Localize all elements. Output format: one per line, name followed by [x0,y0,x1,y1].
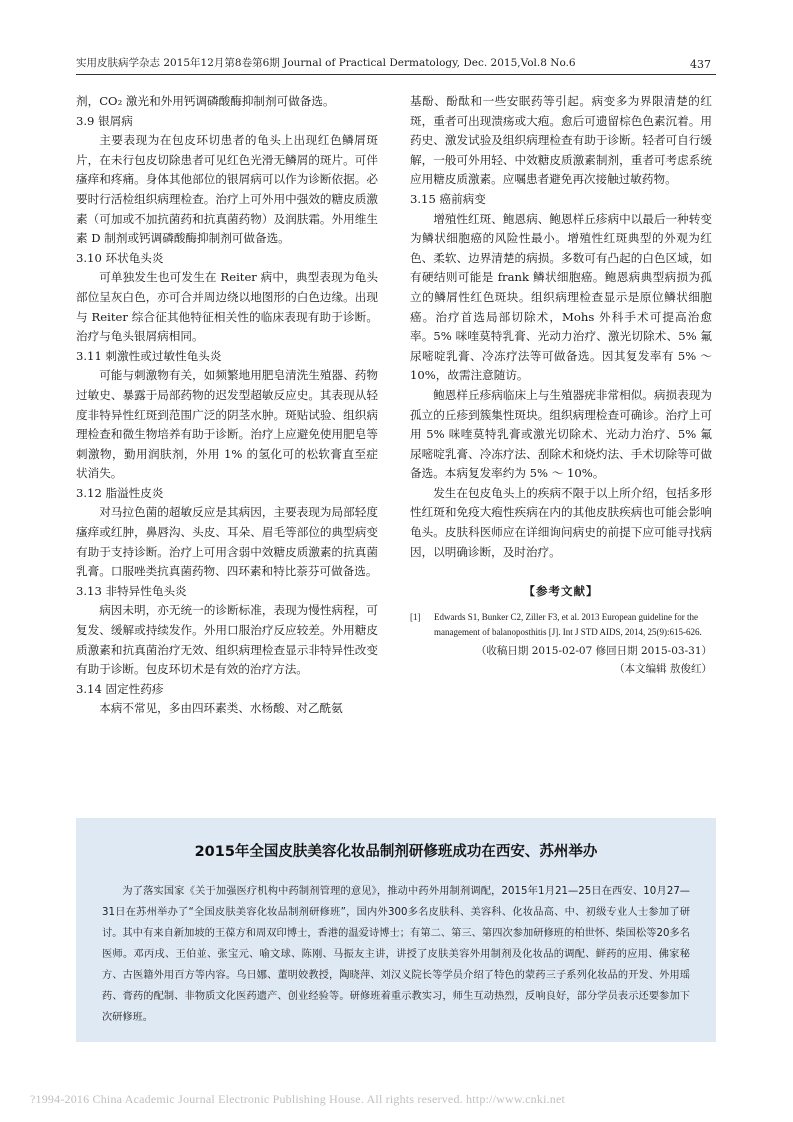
copyright-footer: ?1994-2016 China Academic Journal Electronic Publishing House. All rights reserved. http://www.cnki.net [30,1092,566,1106]
section-heading: 3.12 脂溢性皮炎 [76,485,164,500]
body-paragraph: 可能与刺激物有关，如频繁地用肥皂清洗生殖器、药物过敏史、暴露于局部药物的迟发型超敏反应史。其表现从轻度非特异性红斑到范围广泛的阴茎水肿。斑贴试验、组织病理检查和微生物培养有助于诊断。治疗上应避免使用肥皂等刺激物，勤用润肤剂，外用 1% 的氢化可的松软膏直至症状消失。 [76,368,378,481]
reference-text: Edwards S1, Bunker C2, Ziller F3, et al. 2013 European guideline for the management of balanoposthitis [J]. Int J STD AIDS, 2014, 25(9):615-626. [434,611,702,637]
body-paragraph: 增殖性红斑、鲍恩病、鲍恩样丘疹病中以最后一种转变为鳞状细胞癌的风险性最小。增殖性红斑典型的外观为红色、柔软、边界清楚的病损。多数可有凸起的白色区域，如有硬结则可能是 frank 鳞状细胞癌。鲍恩病典型病损为孤立的鳞屑性红色斑块。组织病理检查显示是原位鳞状细胞癌。治疗首选局部切除术，Mohs 外科手术可提高治愈率。5% 咪喹莫特乳膏、光动力治疗、激光切除术、5% 氟尿嘧啶乳膏、冷冻疗法等可做备选。因其复发率有 5% ～ 10%，故需注意随访。 [410,211,712,383]
body-paragraph: 主要表现为在包皮环切患者的龟头上出现红色鳞屑斑片，在未行包皮切除患者可见红色光滑无鳞屑的斑片。可伴瘙痒和疼痛。身体其他部位的银屑病可以作为诊断依据。必要时行活检组织病理检查。治疗上可外用中强效的糖皮质激素（可加或不加抗菌药和抗真菌药物）及润肤霜。外用维生素 D 制剂或钙调磷酸酶抑制剂可做备选。 [76,133,378,246]
references-title: 【参考文献】 [523,584,599,599]
body-paragraph: 发生在包皮龟头上的疾病不限于以上所介绍，包括多形性红斑和免疫大疱性疾病在内的其他皮肤疾病也可能会影响龟头。皮肤科医师应在详细询问病史的前提下应可能寻找病因，以明确诊断，及时治疗。 [410,485,712,559]
section-heading: 3.13 非特异性龟头炎 [76,583,187,598]
body-paragraph: 剂，CO₂ 激光和外用钙调磷酸酶抑制剂可做备选。 [76,94,335,108]
section-heading: 3.10 环状龟头炎 [76,250,164,265]
right-column [410,92,712,678]
running-header: 实用皮肤病学杂志 2015年12月第8卷第6期 Journal of Practical Dermatology, Dec. 2015,Vol.8 No.6 [76,57,576,69]
body-paragraph: 病因未明，亦无统一的诊断标准，表现为慢性病程，可复发、缓解或持续发作。外用口服治疗反应较差。外用糖皮质激素和抗真菌治疗无效、组织病理检查显示非特异性改变有助于诊断。包皮环切术是有效的治疗方法。 [76,603,378,677]
right-column-body [410,92,712,562]
news-body: 为了落实国家《关于加强医疗机构中药制剂管理的意见》，推动中药外用制剂调配，2015年1月21—25日在西安、10月27—31日在苏州举办了“全国皮肤美容化妆品制剂研修班”，国内外300多名皮肤科、美容科、化妆品高、中、初级专业人士参加了研讨。其中有来自新加坡的王葆方和周双印博士，香港的温爱诗博士；有第二、第三、第四次参加研修班的柏世怀、柴国松等20多名医师。邓丙戌、王伯並、张宝元、喻文球、陈刚、马振友主讲，讲授了皮肤美容外用制剂及化妆品的调配、鲜药的应用、佛家秘方、古医籍外用百方等内容。乌日娜、董明姣教授，陶晓萍、刘汉义院长等学员介绍了特色的蒙药三子系列化妆品的开发、外用瑶药、膏药的配制、非物质文化医药遗产、创业经验等。研修班着重示教实习，师生互动热烈，反响良好，部分学员表示还要参加下次研修班。 [102,886,690,1023]
section-heading: 3.15 癌前病变 [410,191,486,206]
left-column [76,92,378,719]
news-title: 2015年全国皮肤美容化妆品制剂研修班成功在西安、苏州举办 [194,844,598,860]
body-paragraph: 鲍恩样丘疹病临床上与生殖器疣非常相似。病损表现为孤立的丘疹到簇集性斑块。组织病理检查可确诊。治疗上可用 5% 咪喹莫特乳膏或激光切除术、光动力治疗、5% 氟尿嘧啶乳膏、冷冻疗法、刮除术和烧灼法、手术切除等可做备选。本病复发率约为 5% ～ 10%。 [410,387,712,481]
section-heading: 3.14 固定性药疹 [76,681,164,696]
body-paragraph: 可单独发生也可发生在 Reiter 病中，典型表现为龟头部位呈灰白色，亦可合并周边绕以地图形的白色边缘。出现与 Reiter 综合征其他特征相关性的临床表现有助于诊断。治疗与龟头银屑病相同。 [76,270,378,344]
section-heading: 3.11 刺激性或过敏性龟头炎 [76,348,222,363]
news-box [76,818,716,1042]
section-heading: 3.9 银屑病 [76,113,133,128]
article-editor: （本文编辑 敖俊红） [614,662,712,675]
reference-number: [1] [410,611,421,622]
header-rule [76,74,716,75]
body-paragraph: 本病不常见，多由四环素类、水杨酸、对乙酰氨 [99,701,343,716]
received-dates: （收稿日期 2015-02-07 修回日期 2015-03-31） [475,644,712,657]
page-number: 437 [690,58,711,71]
reference-list [410,610,712,640]
reference-item [410,610,712,640]
body-paragraph: 对马拉色菌的超敏反应是其病因，主要表现为局部轻度瘙痒或红肿，鼻唇沟、头皮、耳朵、眉毛等部位的典型病变有助于支持诊断。治疗上可用含弱中效糖皮质激素的抗真菌乳膏。口服唑类抗真菌药物、四环素和特比萘芬可做备选。 [76,505,378,579]
body-paragraph: 基酚、酚酞和一些安眠药等引起。病变多为界限清楚的红斑，重者可出现溃疡或大疱。愈后可遗留棕色色素沉着。用药史、激发试验及组织病理检查有助于诊断。轻者可自行缓解，一般可外用轻、中效糖皮质激素制剂，重者可考虑系统应用糖皮质激素。应嘱患者避免再次接触过敏药物。 [410,94,712,187]
